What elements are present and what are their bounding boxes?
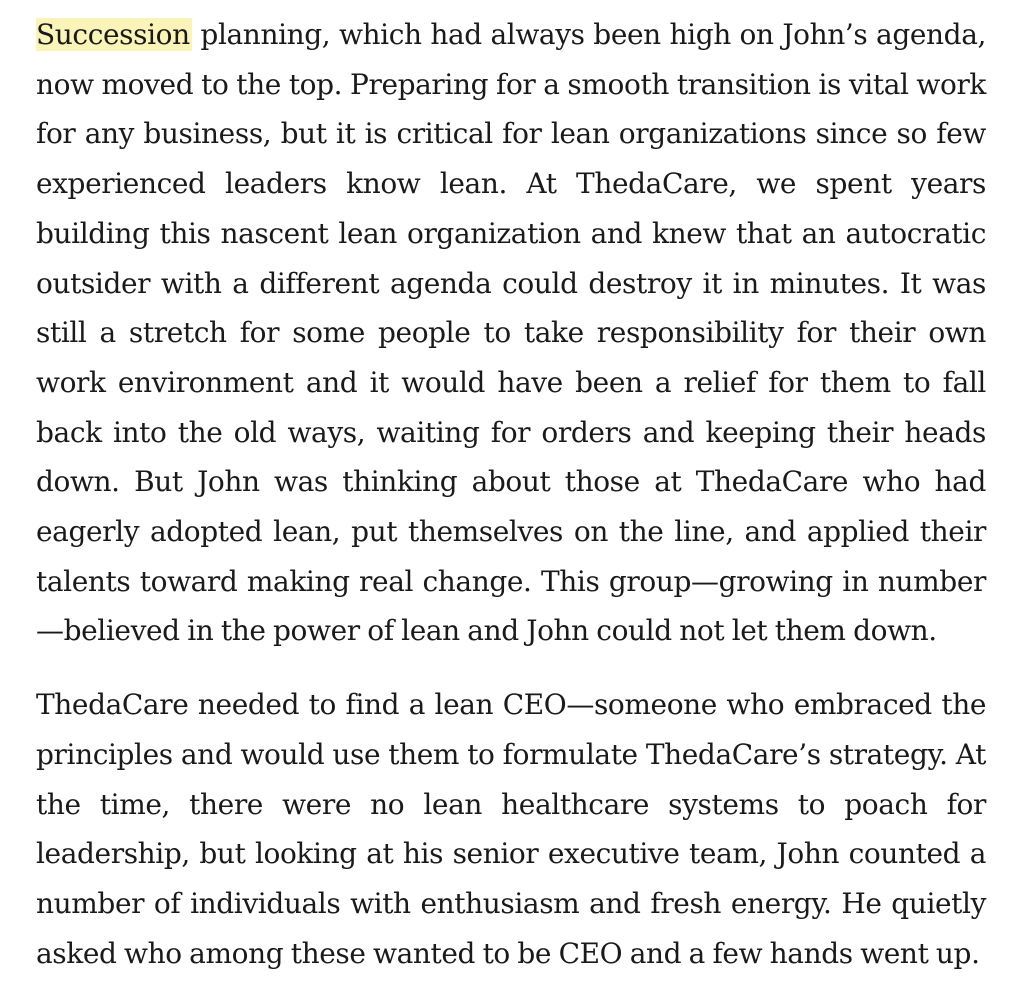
highlighted-word[interactable]: Succession [36,18,190,51]
reading-page [36,10,986,978]
paragraph-1-text: planning, which had always been high on John’s agenda, now moved to the top. Preparing for a smooth transition is vital work for any business, but it is critical for lean organizations since so few experienced leaders know lean. At ThedaCare, we spent years building this nascent lean organization and knew that an autocratic outsider with a different agenda could destroy it in minutes. It was still a stretch for some people to take responsibility for their own work environment and it would have been a relief for them to fall back into the old ways, waiting for orders and keeping their heads down. But John was thinking about those at ThedaCare who had eagerly adopted lean, put themselves on the line, and applied their talents toward making real change. This group—growing in number—believed in the power of lean and John could not let them down. [36,18,986,648]
paragraph-1[interactable] [36,10,986,656]
paragraph-2[interactable]: ThedaCare needed to find a lean CEO—someone who embraced the principles and would use them to formulate ThedaCare’s strategy. At the time, there were no lean healthcare systems to poach for leadership, but looking at his senior executive team, John counted a number of individuals with enthusiasm and fresh energy. He quietly asked who among these wanted to be CEO and a few hands went up. [36,688,986,970]
